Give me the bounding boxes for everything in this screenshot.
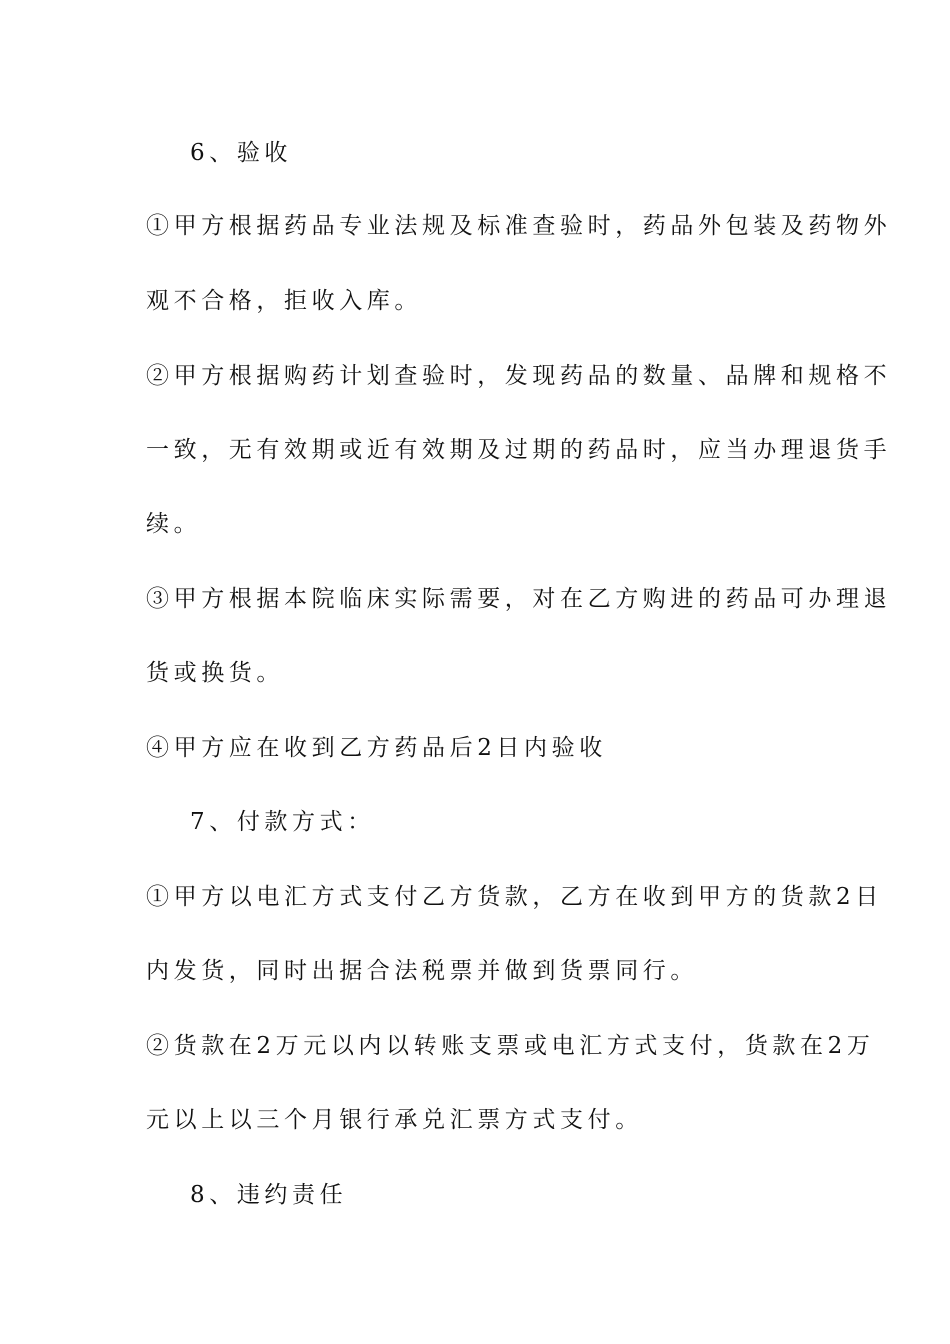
paragraph-line: 续。 (146, 511, 202, 537)
section-heading-payment: 7、付款方式： (190, 809, 375, 835)
paragraph-line: ②甲方根据购药计划查验时，发现药品的数量、品牌和规格不 (146, 363, 892, 389)
paragraph-line: ①甲方根据药品专业法规及标准查验时，药品外包装及药物外 (146, 213, 892, 239)
section-heading-acceptance: 6、验收 (190, 140, 293, 166)
paragraph-line: ②货款在2万元以内以转账支票或电汇方式支付，货款在2万 (146, 1033, 875, 1059)
paragraph-line: 货或换货。 (146, 660, 284, 686)
paragraph-line: ③甲方根据本院临床实际需要，对在乙方购进的药品可办理退 (146, 586, 892, 612)
paragraph-line: 一致，无有效期或近有效期及过期的药品时，应当办理退货手 (146, 437, 892, 463)
paragraph-line: 元以上以三个月银行承兑汇票方式支付。 (146, 1107, 643, 1133)
paragraph-line: ①甲方以电汇方式支付乙方货款，乙方在收到甲方的货款2日 (146, 884, 883, 910)
paragraph-line: 内发货，同时出据合法税票并做到货票同行。 (146, 958, 698, 984)
paragraph-line: ④甲方应在收到乙方药品后2日内验收 (146, 735, 607, 761)
section-heading-breach: 8、违约责任 (190, 1182, 348, 1208)
paragraph-line: 观不合格，拒收入库。 (146, 288, 422, 314)
